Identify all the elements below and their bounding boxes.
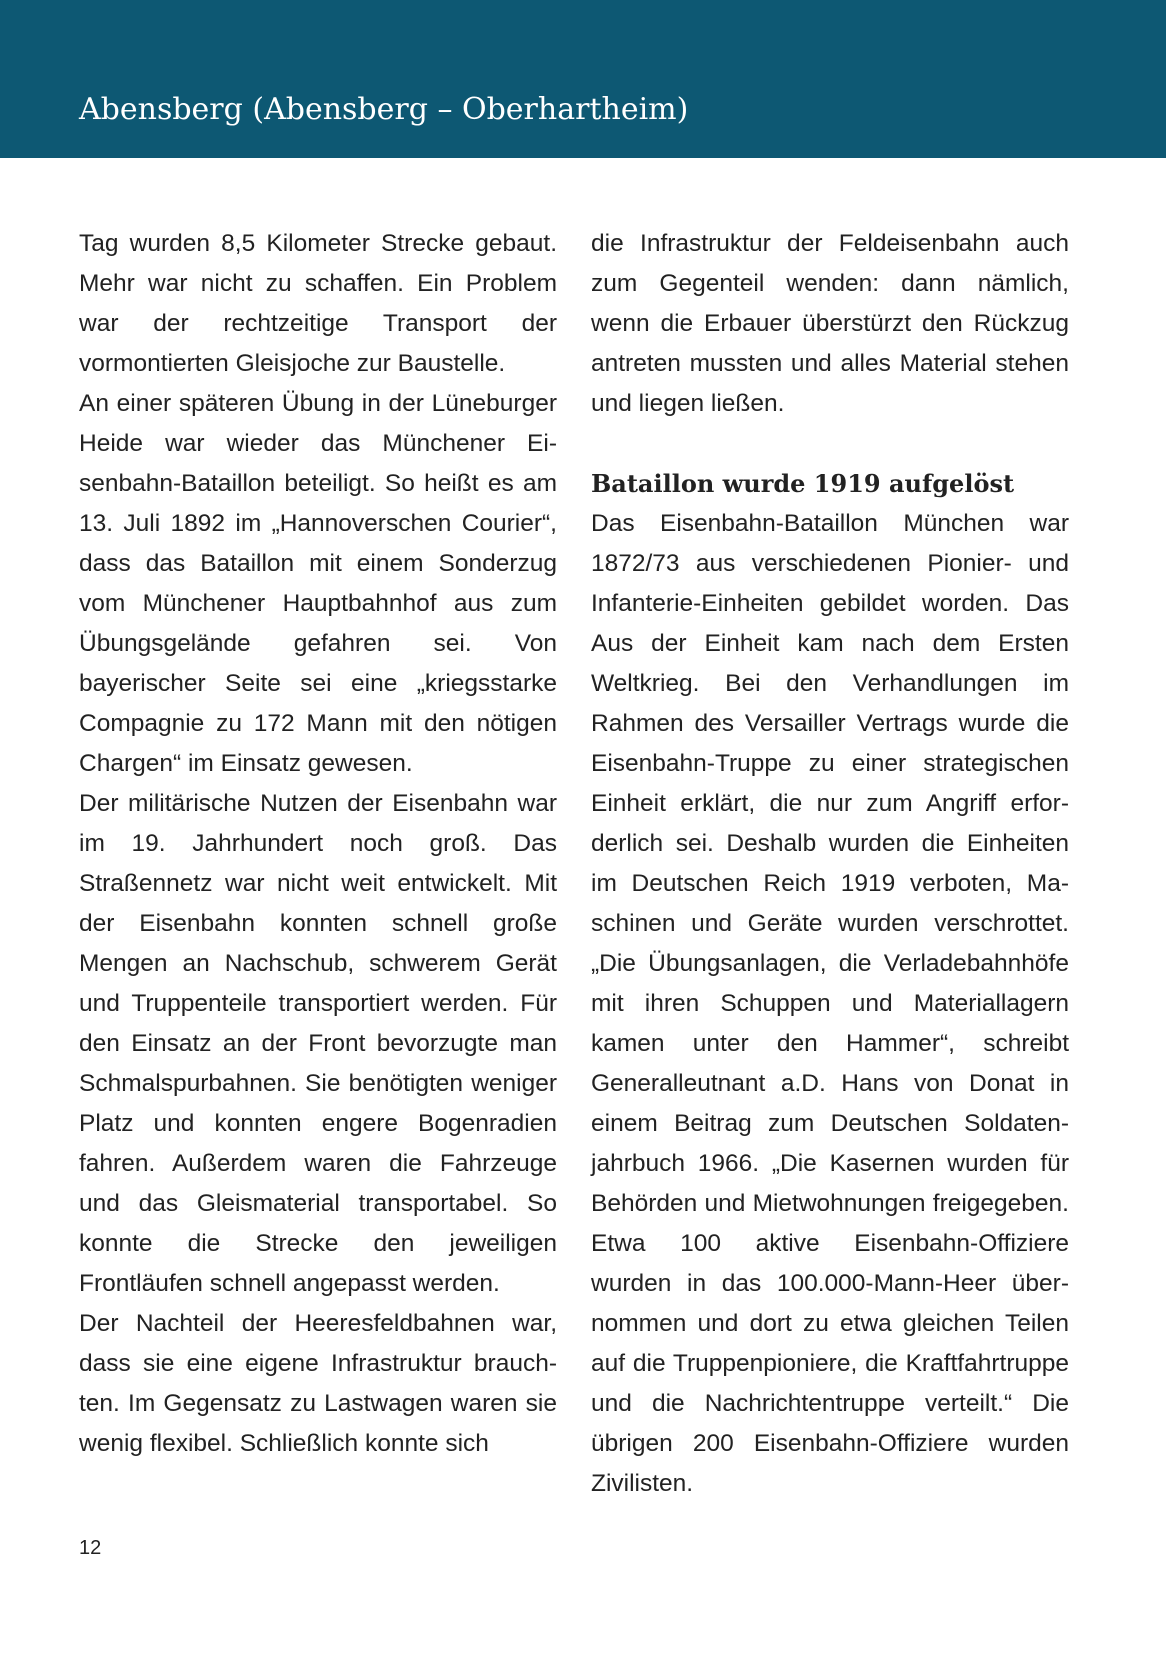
page-title: Abensberg (Abensberg – Oberhartheim) [79, 92, 689, 127]
page-header-band [0, 0, 1166, 158]
paragraph: Tag wurden 8,5 Kilometer Strecke gebaut. Mehr war nicht zu schaffen. Ein Problem war der rechtzeitige Transport der vormontierten Gleisjoche zur Baustelle. [79, 230, 557, 377]
right-text-column [591, 224, 1069, 1504]
paragraph: Der militärische Nutzen der Eisenbahn war im 19. Jahrhundert noch groß. Das Straßennetz war nicht weit entwickelt. Mit der Eisenbahn konnten schnell große Mengen an Nachschub, schwerem Gerät und Truppenteile transportiert werden. Für den Einsatz an der Front bevorzugte man Schmalspurbahnen. Sie benötigten weniger Platz und konnten engere Bogenradien fahren. Außerdem waren die Fahrzeuge und das Gleismaterial transportabel. So konnte die Strecke den jeweiligen Frontläufen schnell angepasst werden. [79, 790, 557, 1297]
page-number: 12 [79, 1537, 102, 1559]
paragraph: Das Eisenbahn-Bataillon München war 1872/73 aus verschiedenen Pionier- und Infanterie-Einheiten gebildet worden. Das Aus der Einheit kam nach dem Ersten Weltkrieg. Bei den Verhandlungen im Rahmen des Versailler Vertrags wurde die Eisenbahn-Truppe zu einer strategischen Einheit erklärt, die nur zum Angriff erforderlich sei. Deshalb wurden die Einheiten im Deutschen Reich 1919 verboten, Maschinen und Geräte wurden verschrottet. „Die Übungsanlagen, die Verladebahnhöfe mit ihren Schuppen und Materiallagern kamen unter den Hammer“, schreibt Generalleutnant a.D. Hans von Donat in einem Beitrag zum Deutschen Soldatenjahrbuch 1966. „Die Kasernen wurden für Behörden und Mietwohnungen freigegeben. Etwa 100 aktive Eisenbahn-Offiziere wurden in das 100.000-Mann-Heer übernommen und dort zu etwa gleichen Teilen auf die Truppenpioniere, die Kraftfahrtruppe und die Nachrichtentruppe verteilt.“ Die übrigen 200 Eisenbahn-Offiziere wurden Zivilisten. [591, 510, 1069, 1497]
left-text-column [79, 224, 557, 1464]
paragraph: An einer späteren Übung in der Lüneburger Heide war wieder das Münchener Eisenbahn-Bataillon beteiligt. So heißt es am 13. Juli 1892 im „Hannoverschen Courier“, dass das Bataillon mit einem Sonderzug vom Münchener Hauptbahnhof aus zum Übungsgelände gefahren sei. Von bayerischer Seite sei eine „kriegsstarke Compagnie zu 172 Mann mit den nötigen Chargen“ im Einsatz gewesen. [79, 390, 557, 777]
paragraph: die Infrastruktur der Feldeisenbahn auch zum Gegenteil wenden: dann nämlich, wenn die Erbauer überstürzt den Rückzug antreten mussten und alles Material stehen und liegen ließen. [591, 230, 1069, 417]
section-heading: Bataillon wurde 1919 aufgelöst [591, 469, 1015, 498]
paragraph: Der Nachteil der Heeresfeldbahnen war, dass sie eine eigene Infrastruktur brauchten. Im Gegensatz zu Lastwagen waren sie wenig flexibel. Schließlich konnte sich [79, 1310, 557, 1457]
